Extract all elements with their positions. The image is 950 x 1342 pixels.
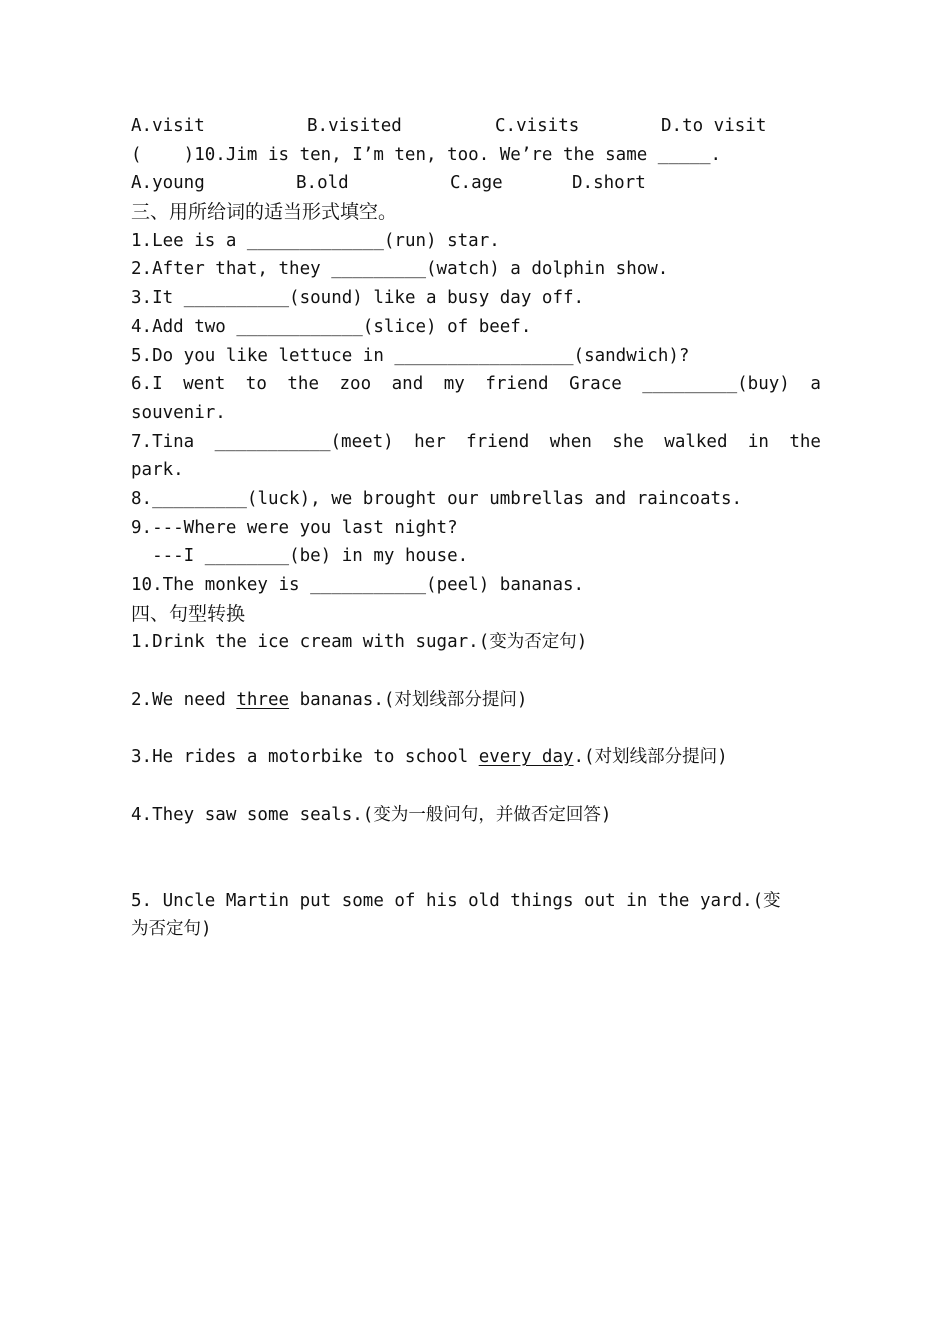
s3-item-5: 5.Do you like lettuce in _________________(sandwich)? [131, 345, 690, 366]
underlined-part: three [236, 689, 290, 710]
answer-parentheses: ( ) [131, 144, 195, 165]
s4-item-5: 5. Uncle Martin put some of his old things out in the yard.(变 [131, 890, 781, 911]
s3-item-6: 6.I went to the zoo and my friend Grace _________(buy) a [131, 370, 821, 399]
s3-item-9-answer: ---I ________(be) in my house. [131, 546, 469, 567]
answer-space[interactable] [131, 772, 821, 801]
q10-option-a: A.young [131, 173, 205, 194]
s3-item-3: 3.It __________(sound) like a busy day off. [131, 288, 585, 309]
s4-item-5-cont: 为否定句) [131, 919, 212, 940]
answer-blank[interactable]: _________(buy) [642, 374, 790, 395]
answer-space[interactable] [131, 657, 821, 686]
q10-option-b: B.old [296, 173, 349, 194]
q10-option-d: D.short [572, 173, 646, 194]
answer-blank[interactable]: ________ [204, 546, 290, 567]
answer-blank[interactable]: __________ [183, 288, 290, 309]
s4-item-2: 2.We need three bananas.(对划线部分提问) [131, 689, 528, 710]
s4-item-3: 3.He rides a motorbike to school every day.(对划线部分提问) [131, 747, 728, 768]
answer-blank[interactable]: ___________(meet) [214, 431, 394, 452]
q9-option-d: D.to visit [661, 116, 767, 136]
q10-options [131, 169, 821, 198]
answer-blank[interactable]: _____________ [246, 230, 384, 251]
q9-option-c: C.visits [495, 116, 580, 136]
answer-space[interactable] [131, 714, 821, 743]
s3-item-1: 1.Lee is a _____________(run) star. [131, 230, 500, 251]
s3-item-9-question: 9.---Where were you last night? [131, 517, 458, 538]
section4-heading: 四、句型转换 [131, 602, 246, 625]
answer-blank[interactable]: ___________ [310, 575, 427, 595]
answer-blank[interactable]: _________ [152, 488, 247, 509]
s3-item-2: 2.After that, they _________(watch) a dolphin show. [131, 259, 669, 280]
q10-option-c: C.age [450, 173, 503, 194]
q9-option-a: A.visit [131, 116, 205, 136]
worksheet-page [131, 112, 821, 944]
s3-item-6-cont: souvenir. [131, 402, 226, 423]
underlined-part: every day [478, 747, 574, 768]
q9-option-b: B.visited [307, 116, 402, 136]
answer-blank[interactable]: _________ [331, 259, 427, 280]
q9-options [131, 112, 821, 141]
s3-item-4: 4.Add two ____________(slice) of beef. [131, 316, 532, 337]
answer-blank[interactable]: _________________ [394, 345, 574, 366]
q10-text: 10.Jim is ten, I’m ten, too. We’re the same _____. [194, 144, 722, 165]
s3-item-7: 7.Tina ___________(meet) her friend when she walked in the [131, 428, 821, 457]
answer-space[interactable] [131, 829, 821, 886]
section3-heading: 三、用所给词的适当形式填空。 [131, 201, 398, 224]
s3-item-10: 10.The monkey is ___________(peel) bananas. [131, 575, 585, 595]
s3-item-8: 8._________(luck), we brought our umbrellas and raincoats. [131, 488, 743, 509]
answer-blank[interactable]: ____________ [236, 316, 363, 337]
q10-question [131, 141, 821, 170]
s3-item-7-cont: park. [131, 460, 184, 481]
s4-item-4: 4.They saw some seals.(变为一般问句，并做否定回答) [131, 804, 612, 825]
s4-item-1: 1.Drink the ice cream with sugar.(变为否定句) [131, 632, 588, 653]
